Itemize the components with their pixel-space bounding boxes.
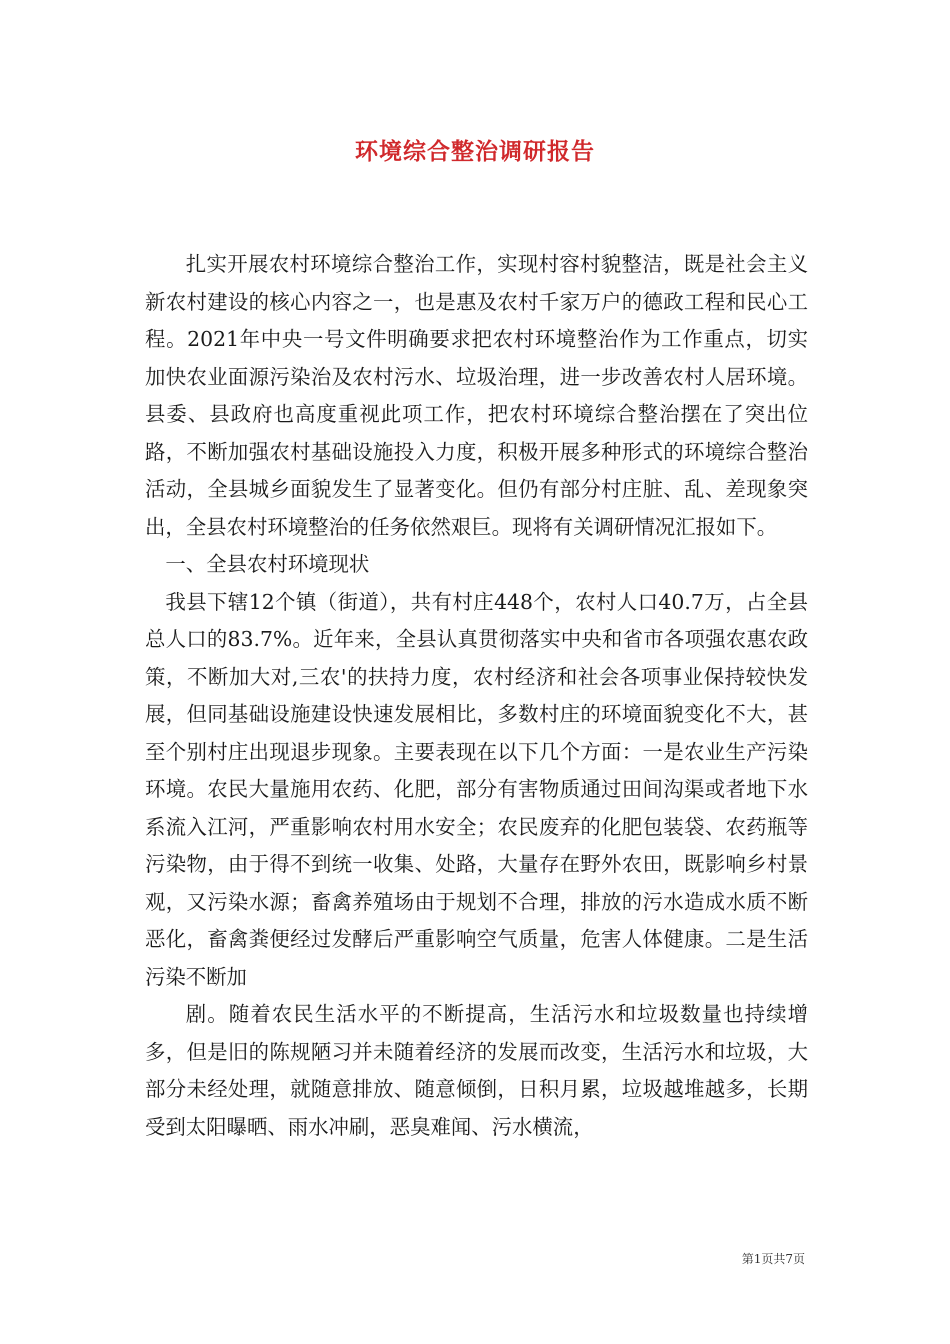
page-title: 环境综合整治调研报告	[355, 138, 595, 165]
section-heading: 一、全县农村环境现状	[165, 552, 370, 576]
intro-paragraph: 扎实开展农村环境综合整治工作，实现村容村貌整洁，既是社会主义新农村建设的核心内容之一，也是惠及农村千家万户的德政工程和民心工程。2021年中央一号文件明确要求把农村环境整治作为工作重点，切实加快农业面源污染治及农村污水、垃圾治理，进一步改善农村人居环境。县委、县政府也高度重视此项工作，把农村环境综合整治摆在了突出位路，不断加强农村基础设施投入力度，积极开展多种形式的环境综合整治活动，全县城乡面貌发生了显著变化。但仍有部分村庄脏、乱、差现象突出，全县农村环境整治的任务依然艰巨。现将有关调研情况汇报如下。	[145, 252, 808, 539]
status-paragraph: 我县下辖12个镇（街道），共有村庄448个，农村人口40.7万，占全县总人口的83.7%。近年来，全县认真贯彻落实中央和省市各项强农惠农政策，不断加大对,三农'的扶持力度，农村经济和社会各项事业保持较快发展，但同基础设施建设快速发展相比，多数村庄的环境面貌变化不大，甚至个别村庄出现退步现象。主要表现在以下几个方面：一是农业生产污染环境。农民大量施用农药、化肥，部分有害物质通过田间沟渠或者地下水系流入江河，严重影响农村用水安全；农民废弃的化肥包装袋、农药瓶等污染物，由于得不到统一收集、处路，大量存在野外农田，既影响乡村景观，又污染水源；畜禽养殖场由于规划不合理，排放的污水造成水质不断恶化，畜禽粪便经过发酵后严重影响空气质量，危害人体健康。二是生活污染不断加	[145, 589, 808, 989]
page-number: 第1页共7页	[741, 1252, 805, 1266]
continuation-paragraph: 剧。随着农民生活水平的不断提高，生活污水和垃圾数量也持续增多，但是旧的陈规陋习并未随着经济的发展而改变，生活污水和垃圾，大部分未经处理，就随意排放、随意倾倒，日积月累，垃圾越堆越多，长期受到太阳曝晒、雨水冲刷，恶臭难闻、污水横流，	[145, 1002, 808, 1139]
document-body	[145, 246, 808, 1146]
